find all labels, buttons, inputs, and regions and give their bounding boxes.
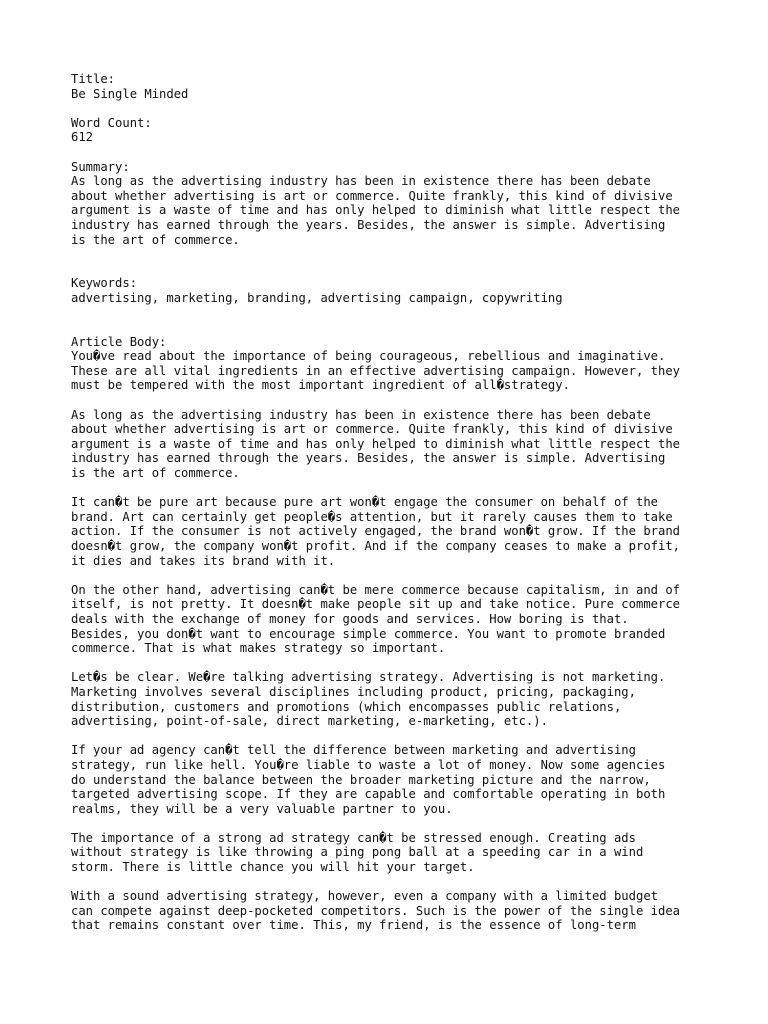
blank-line: [71, 481, 711, 496]
blank-line: [71, 729, 711, 744]
body-line: do understand the balance between the broader marketing picture and the narrow,: [71, 772, 651, 787]
body-line: realms, they will be a very valuable partner to you.: [71, 801, 453, 816]
body-line: distribution, customers and promotions (which encompasses public relations,: [71, 699, 622, 714]
body-line: If your ad agency can�t tell the difference between marketing and advertising: [71, 743, 636, 758]
body-line: is the art of commerce.: [71, 466, 240, 481]
word-count-value: 612: [71, 130, 94, 145]
body-line: industry has earned through the years. Besides, the answer is simple. Advertising: [71, 451, 666, 466]
body-line: Besides, you don�t want to encourage simple commerce. You want to promote branded: [71, 626, 666, 641]
summary-label: Summary:: [71, 159, 130, 174]
body-line: With a sound advertising strategy, however, even a company with a limited budget: [71, 889, 658, 904]
keywords-value: advertising, marketing, branding, advertising campaign, copywriting: [71, 290, 563, 305]
body-line: that remains constant over time. This, my friend, is the essence of long-term: [71, 918, 636, 933]
blank-line: [71, 306, 711, 321]
blank-line: [71, 247, 711, 262]
body-line: commerce. That is what makes strategy so important.: [71, 641, 446, 656]
body-line: deals with the exchange of money for goods and services. How boring is that.: [71, 611, 629, 626]
body-line: it dies and takes its brand with it.: [71, 553, 336, 568]
body-line: The importance of a strong ad strategy can�t be stressed enough. Creating ads: [71, 830, 636, 845]
summary-line: is the art of commerce.: [71, 232, 240, 247]
body-line: without strategy is like throwing a ping pong ball at a speeding car in a wind: [71, 845, 644, 860]
blank-line: [71, 568, 711, 583]
word-count-label: Word Count:: [71, 115, 152, 130]
body-line: Marketing involves several disciplines including product, pricing, packaging,: [71, 684, 636, 699]
body-line: It can�t be pure art because pure art won�t engage the consumer on behalf of the: [71, 495, 658, 510]
blank-line: [71, 101, 711, 116]
body-line: You�ve read about the importance of being courageous, rebellious and imaginative.: [71, 349, 666, 364]
body-line: about whether advertising is art or commerce. Quite frankly, this kind of divisive: [71, 422, 673, 437]
blank-line: [71, 656, 711, 671]
summary-line: about whether advertising is art or commerce. Quite frankly, this kind of divisive: [71, 188, 673, 203]
body-line: itself, is not pretty. It doesn�t make people sit up and take notice. Pure commerce: [71, 597, 681, 612]
body-line: These are all vital ingredients in an effective advertising campaign. However, they: [71, 363, 681, 378]
blank-line: [71, 320, 711, 335]
blank-line: [71, 262, 711, 277]
body-line: argument is a waste of time and has only helped to diminish what little respect the: [71, 436, 681, 451]
body-line: storm. There is little chance you will hit your target.: [71, 860, 475, 875]
body-line: brand. Art can certainly get people�s attention, but it rarely causes them to take: [71, 509, 673, 524]
title-label: Title:: [71, 72, 116, 86]
blank-line: [71, 816, 711, 831]
article-body-label: Article Body:: [71, 334, 167, 349]
body-line: advertising, point-of-sale, direct marketing, e-marketing, etc.).: [71, 714, 548, 729]
document-page: [71, 72, 711, 933]
summary-line: argument is a waste of time and has only helped to diminish what little respect the: [71, 203, 681, 218]
body-line: must be tempered with the most important ingredient of all�strategy.: [71, 378, 570, 393]
blank-line: [71, 393, 711, 408]
body-line: can compete against deep-pocketed competitors. Such is the power of the single idea: [71, 903, 681, 918]
document-title: Be Single Minded: [71, 86, 189, 101]
body-line: targeted advertising scope. If they are capable and comfortable operating in both: [71, 787, 666, 802]
summary-line: industry has earned through the years. Besides, the answer is simple. Advertising: [71, 217, 666, 232]
body-line: Let�s be clear. We�re talking advertising strategy. Advertising is not marketing.: [71, 670, 666, 685]
keywords-label: Keywords:: [71, 276, 138, 291]
blank-line: [71, 145, 711, 160]
body-line: On the other hand, advertising can�t be mere commerce because capitalism, in and of: [71, 582, 681, 597]
body-line: action. If the consumer is not actively engaged, the brand won�t grow. If the brand: [71, 524, 681, 539]
blank-line: [71, 875, 711, 890]
body-line: strategy, run like hell. You�re liable to waste a lot of money. Now some agencies: [71, 757, 666, 772]
summary-line: As long as the advertising industry has been in existence there has been debate: [71, 174, 651, 189]
body-line: As long as the advertising industry has been in existence there has been debate: [71, 407, 651, 422]
body-line: doesn�t grow, the company won�t profit. And if the company ceases to make a profit,: [71, 539, 681, 553]
